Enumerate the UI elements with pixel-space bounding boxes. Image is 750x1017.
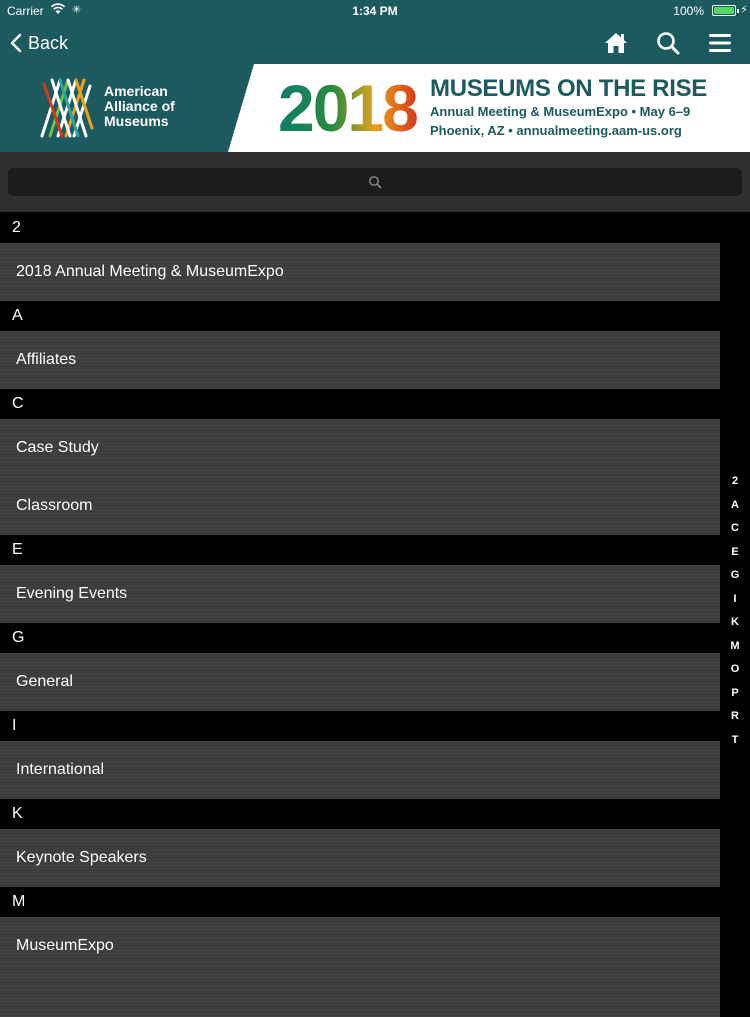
search-icon[interactable] bbox=[654, 29, 682, 57]
section-header: E bbox=[0, 535, 720, 565]
list-item[interactable]: Classroom bbox=[0, 477, 720, 535]
banner-location: Phoenix, AZ • annualmeeting.aam-us.org bbox=[430, 123, 682, 138]
index-letter[interactable]: K bbox=[731, 616, 739, 628]
section-header: K bbox=[0, 799, 720, 829]
section-header: A bbox=[0, 301, 720, 331]
index-letter[interactable]: E bbox=[731, 545, 739, 558]
search-bar bbox=[0, 152, 750, 212]
nav-bar bbox=[0, 22, 750, 64]
index-letter[interactable]: P bbox=[731, 686, 739, 699]
back-button[interactable] bbox=[10, 28, 68, 58]
section-header: M bbox=[0, 887, 720, 917]
list-item[interactable]: 2018 Annual Meeting & MuseumExpo bbox=[0, 243, 720, 301]
clock: 1:34 PM bbox=[352, 4, 398, 18]
list-item[interactable]: Case Study bbox=[0, 419, 720, 477]
section-header: C bbox=[0, 389, 720, 419]
event-banner bbox=[0, 64, 750, 152]
index-letter[interactable]: T bbox=[731, 733, 739, 746]
banner-subtitle: Annual Meeting & MuseumExpo • May 6–9 bbox=[430, 104, 691, 119]
aam-logo-icon bbox=[38, 74, 94, 142]
index-letter[interactable]: I bbox=[733, 592, 737, 605]
section-header: G bbox=[0, 623, 720, 653]
battery-percent: 100% bbox=[673, 4, 704, 18]
aam-wordmark: American Alliance of Museums bbox=[104, 83, 175, 129]
index-letter[interactable]: 2 bbox=[731, 475, 739, 487]
search-icon bbox=[368, 175, 382, 189]
hamburger-menu-icon[interactable] bbox=[706, 29, 734, 57]
list-item[interactable]: International bbox=[0, 741, 720, 799]
activity-icon: ✳ bbox=[72, 4, 82, 16]
home-icon[interactable] bbox=[602, 29, 630, 57]
track-list bbox=[0, 213, 720, 1017]
list-item[interactable]: General bbox=[0, 653, 720, 711]
battery-icon bbox=[712, 5, 736, 16]
charging-icon: ⚡ bbox=[740, 4, 748, 16]
section-index[interactable] bbox=[725, 470, 745, 752]
index-letter[interactable]: A bbox=[731, 498, 739, 511]
carrier-label: Carrier bbox=[7, 4, 44, 18]
back-label: Back bbox=[28, 32, 69, 53]
section-header: I bbox=[0, 711, 720, 741]
section-header: 2 bbox=[0, 213, 720, 243]
banner-year: 2018 bbox=[278, 71, 417, 145]
index-letter[interactable]: M bbox=[730, 639, 740, 652]
index-letter[interactable]: R bbox=[731, 710, 739, 722]
list-item[interactable]: Keynote Speakers bbox=[0, 829, 720, 887]
list-item[interactable]: Affiliates bbox=[0, 331, 720, 389]
status-bar bbox=[0, 0, 750, 22]
index-letter[interactable]: O bbox=[730, 663, 740, 675]
index-letter[interactable]: C bbox=[731, 522, 739, 534]
chevron-left-icon bbox=[10, 33, 22, 53]
index-letter[interactable]: G bbox=[730, 569, 740, 581]
list-item[interactable]: Evening Events bbox=[0, 565, 720, 623]
banner-title: MUSEUMS ON THE RISE bbox=[430, 75, 707, 102]
list-item[interactable]: MuseumExpo bbox=[0, 917, 720, 1017]
search-input[interactable] bbox=[8, 168, 742, 196]
